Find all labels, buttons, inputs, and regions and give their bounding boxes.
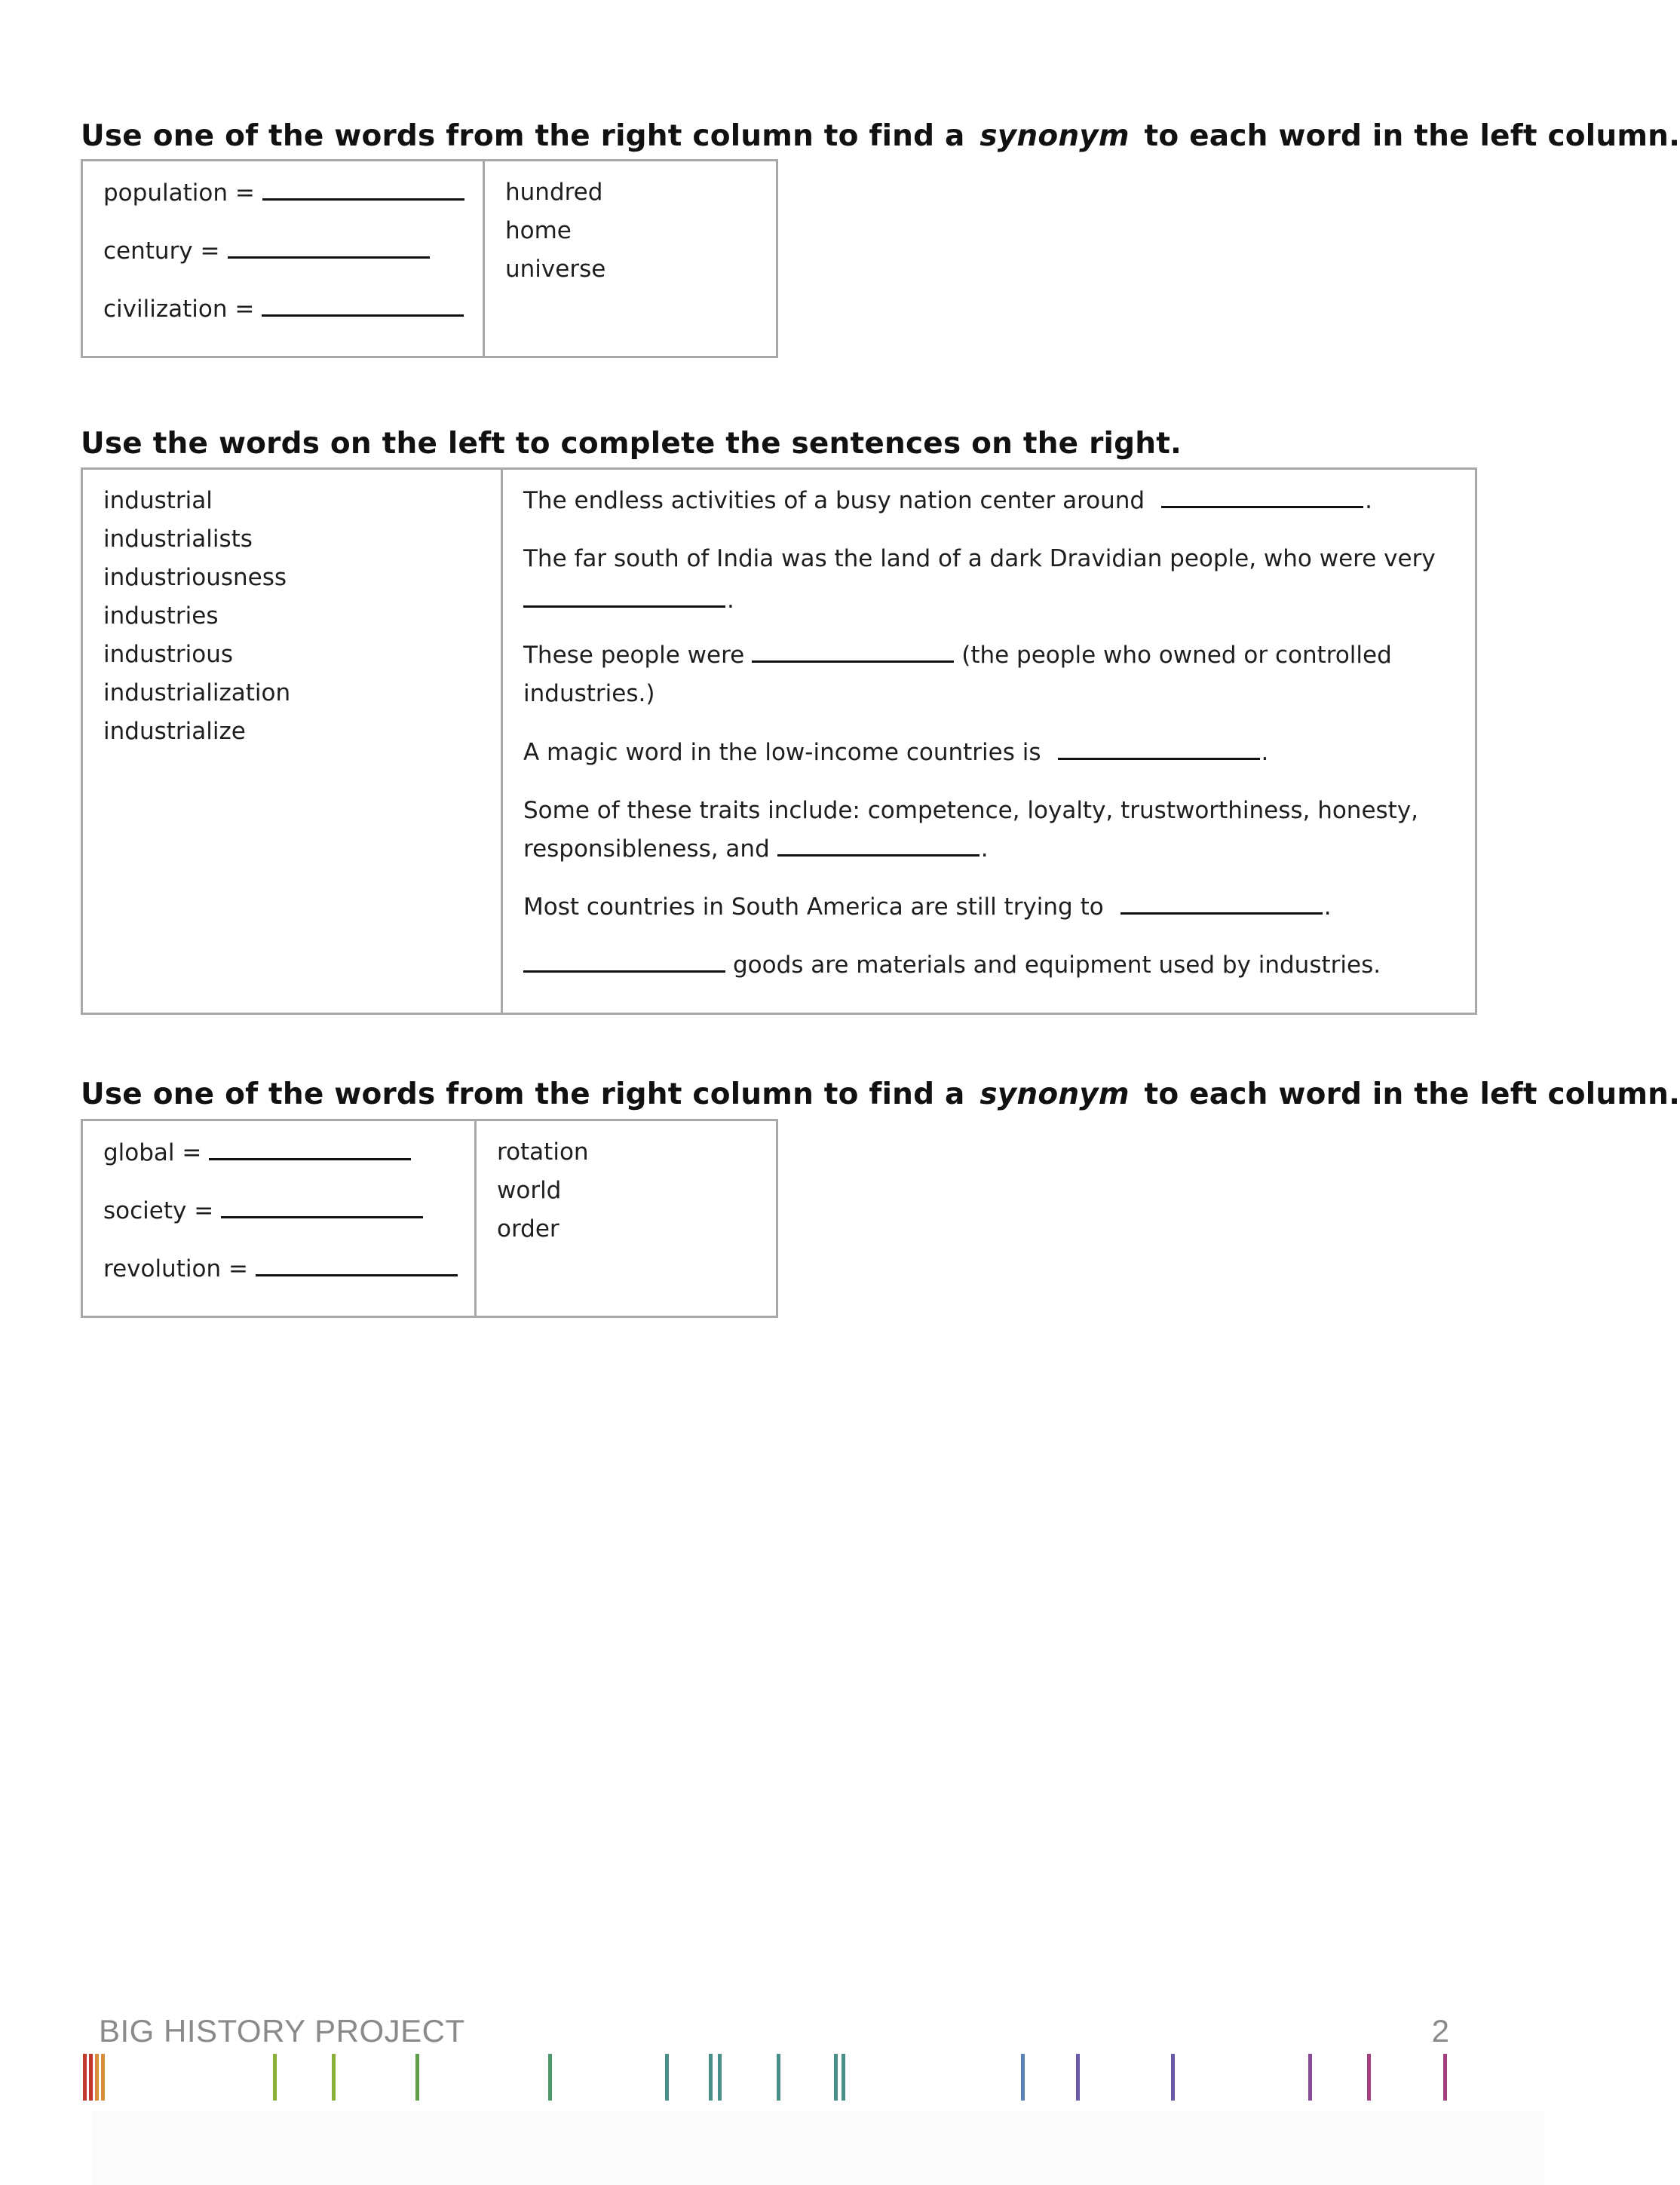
term-century: century = <box>103 238 220 265</box>
word-bank-item: order <box>497 1215 559 1243</box>
section1-heading-text-end: to each word in the left column. <box>1144 119 1680 153</box>
section3-heading-text-end: to each word in the left column. <box>1144 1077 1680 1111</box>
timeline-bar <box>415 2054 419 2101</box>
timeline-bar <box>665 2054 669 2101</box>
answer-blank[interactable] <box>1161 493 1363 508</box>
term-global: global = <box>103 1139 202 1166</box>
section1-heading-emphasis: synonym <box>979 119 1130 153</box>
page-number: 2 <box>1431 2013 1449 2049</box>
sentence-6: Most countries in South America are still trying to . <box>523 893 1332 921</box>
timeline-bar <box>834 2054 838 2101</box>
sentence-3 <box>523 636 1392 713</box>
sentence-1: The endless activities of a busy nation center around . <box>523 487 1372 514</box>
answer-blank[interactable] <box>777 841 979 857</box>
word-item: industriousness <box>103 564 287 591</box>
word-bank-item: home <box>505 217 572 244</box>
answer-blank[interactable] <box>262 302 464 317</box>
timeline-bar <box>1171 2054 1175 2101</box>
word-bank-item: universe <box>505 256 606 283</box>
sentence-text: Most countries in South America are still trying to <box>523 893 1104 921</box>
section1-heading-text: Use one of the words from the right column to find a <box>81 119 965 153</box>
footer-shade <box>92 2111 1544 2185</box>
synonym-table-2-right <box>474 1121 776 1316</box>
timeline-bar <box>83 2054 87 2101</box>
term-population: population = <box>103 179 255 207</box>
timeline-bar <box>1021 2054 1025 2101</box>
footer-color-bars <box>0 2054 1544 2107</box>
synonym-table-1 <box>81 159 778 358</box>
sentence-text: industries.) <box>523 680 655 707</box>
answer-blank[interactable] <box>523 593 725 608</box>
answer-blank[interactable] <box>752 648 954 663</box>
word-item: industries <box>103 602 219 630</box>
sentence-7 <box>523 946 1381 985</box>
answer-blank[interactable] <box>228 244 430 259</box>
answer-blank[interactable] <box>262 185 464 201</box>
sentence-text: (the people who owned or controlled <box>961 642 1392 669</box>
word-list-column <box>83 470 501 1013</box>
word-list <box>103 482 290 751</box>
word-item: industrialists <box>103 526 253 553</box>
word-bank-1 <box>505 173 605 289</box>
timeline-bar <box>1367 2054 1371 2101</box>
synonym-row <box>103 298 464 321</box>
synonym-row <box>103 1139 411 1166</box>
answer-blank[interactable] <box>1121 899 1323 915</box>
answer-blank[interactable] <box>1058 745 1260 760</box>
sentence-5: Some of these traits include: competence, loyalty, trustworthiness, honesty, responsibleness, and . <box>523 792 1418 869</box>
timeline-bar <box>95 2054 99 2101</box>
answer-blank[interactable] <box>523 958 725 973</box>
sentence-text: Some of these traits include: competence, loyalty, trustworthiness, honesty, <box>523 797 1419 824</box>
sentence-text: A magic word in the low-income countries is <box>523 739 1041 766</box>
timeline-bar <box>777 2054 780 2101</box>
section2-heading: Use the words on the left to complete the sentences on the right. <box>81 427 1182 461</box>
section3-heading-emphasis: synonym <box>979 1077 1130 1111</box>
word-item: industrial <box>103 487 213 514</box>
answer-blank[interactable] <box>209 1145 411 1160</box>
word-item: industrialization <box>103 679 291 706</box>
sentences-column <box>501 470 1475 1013</box>
synonym-table-1-left <box>83 161 483 356</box>
word-bank-2 <box>497 1133 589 1249</box>
timeline-bar <box>332 2054 336 2101</box>
timeline-bar <box>709 2054 713 2101</box>
sentence-text: responsibleness, and <box>523 835 770 863</box>
timeline-bar <box>548 2054 552 2101</box>
word-bank-item: rotation <box>497 1138 589 1166</box>
sentence-4: A magic word in the low-income countries is . <box>523 739 1269 766</box>
sentence-text: These people were <box>523 642 745 669</box>
timeline-bar <box>1308 2054 1312 2101</box>
synonym-table-2 <box>81 1119 778 1318</box>
sentence-text: The endless activities of a busy nation center around <box>523 487 1145 514</box>
word-bank-item: world <box>497 1177 562 1204</box>
section1-heading <box>81 119 1680 153</box>
synonym-table-1-right <box>483 161 776 356</box>
synonym-row <box>103 240 430 263</box>
sentence-text: goods are materials and equipment used by industries. <box>733 952 1381 979</box>
answer-blank[interactable] <box>221 1203 423 1218</box>
section3-heading <box>81 1077 1680 1111</box>
sentence-text: The far south of India was the land of a dark Dravidian people, who were very <box>523 545 1436 572</box>
timeline-bar <box>842 2054 845 2101</box>
term-revolution: revolution = <box>103 1255 248 1282</box>
timeline-bar <box>1443 2054 1447 2101</box>
word-bank-item: hundred <box>505 179 603 206</box>
timeline-bar <box>1076 2054 1080 2101</box>
sentence-2: The far south of India was the land of a dark Dravidian people, who were very . <box>523 540 1436 620</box>
synonym-table-2-left <box>83 1121 474 1316</box>
timeline-bar <box>101 2054 105 2101</box>
term-civilization: civilization = <box>103 296 255 323</box>
timeline-bar <box>89 2054 93 2101</box>
term-society: society = <box>103 1197 214 1224</box>
timeline-bar <box>273 2054 277 2101</box>
answer-blank[interactable] <box>256 1261 458 1276</box>
timeline-bar <box>718 2054 722 2101</box>
word-item: industrious <box>103 641 234 668</box>
word-item: industrialize <box>103 718 246 745</box>
sentence-table <box>81 467 1477 1015</box>
section3-heading-text: Use one of the words from the right column to find a <box>81 1077 965 1111</box>
synonym-row <box>103 179 464 207</box>
synonym-row <box>103 1197 423 1224</box>
footer-title: BIG HISTORY PROJECT <box>99 2013 465 2049</box>
synonym-row <box>103 1255 458 1282</box>
